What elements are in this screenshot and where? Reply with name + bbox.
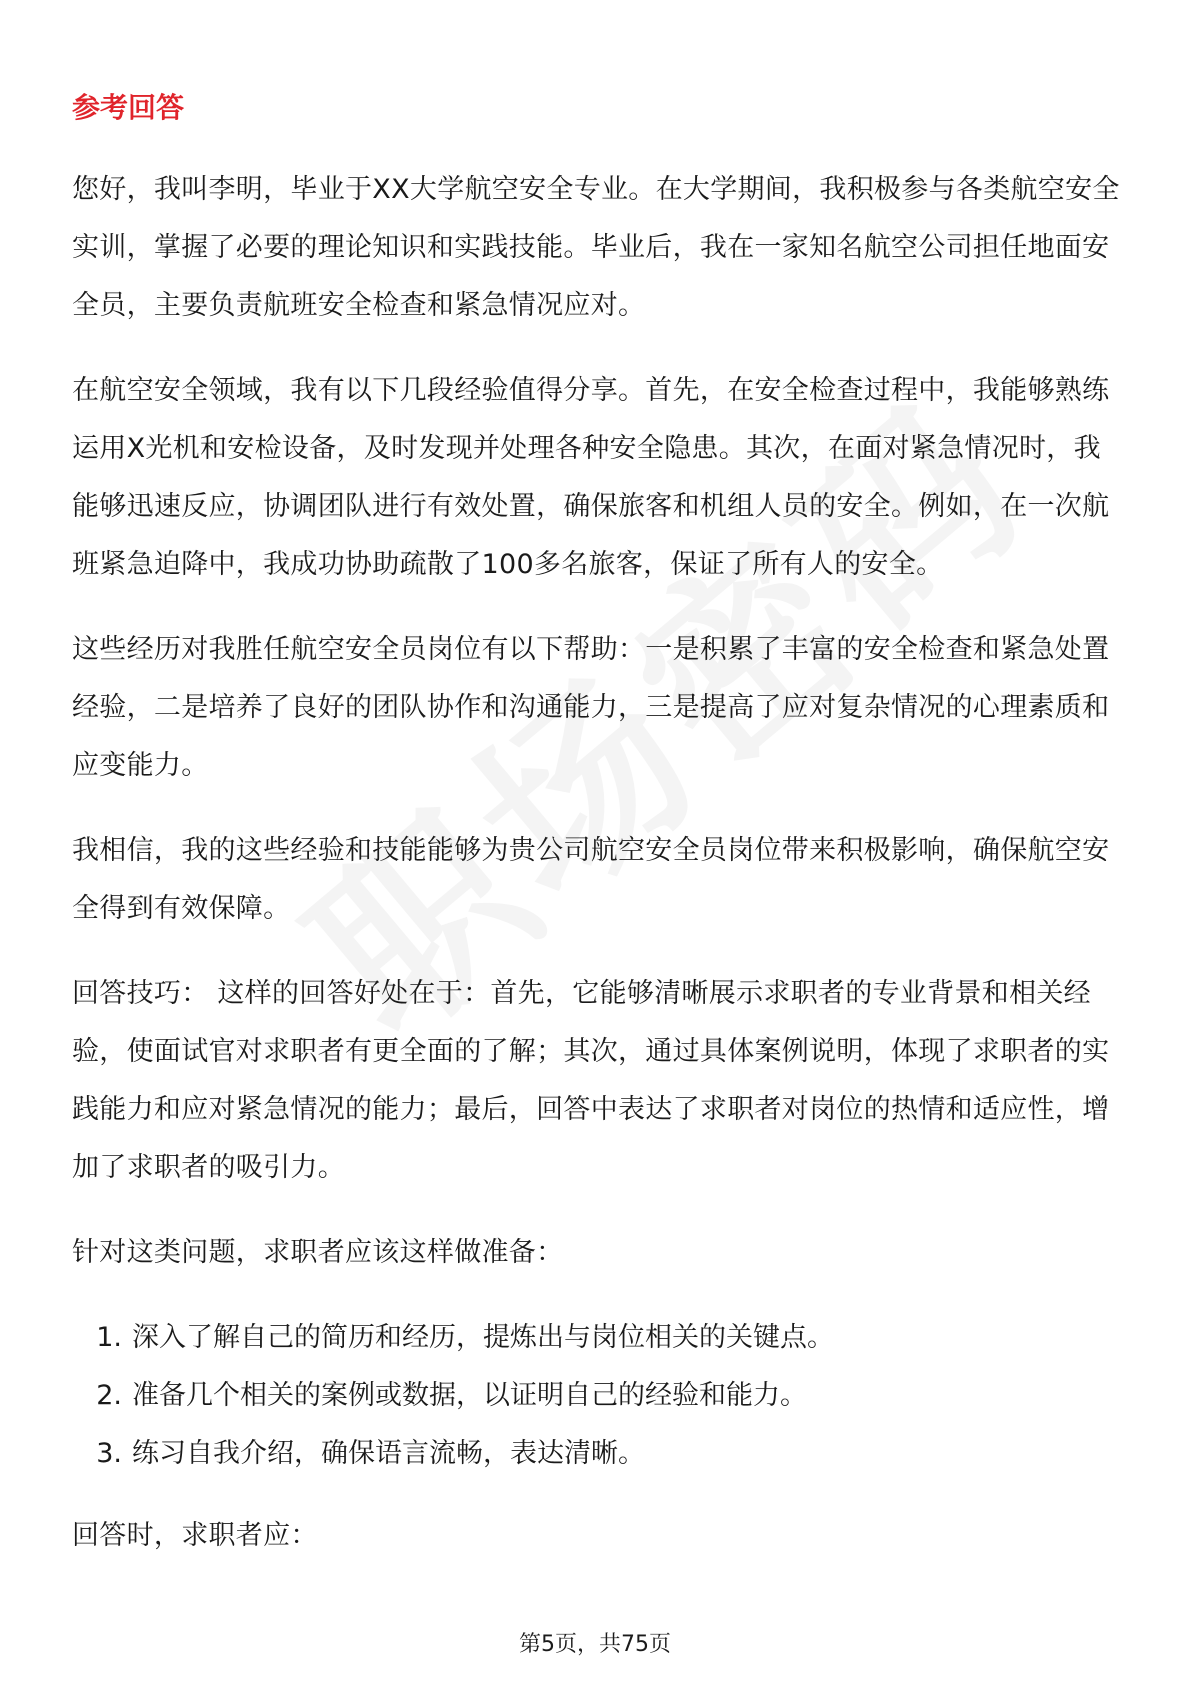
- paragraph-tips: 回答技巧： 这样的回答好处在于：首先，它能够清晰展示求职者的专业背景和相关经验，使面试官对求职者有更全面的了解；其次，通过具体案例说明，体现了求职者的实践能力和应对紧急情况的能力；最后，回答中表达了求职者对岗位的热情和适应性，增加了求职者的吸引力。: [72, 978, 1110, 1183]
- document-body: [72, 88, 1122, 1592]
- paragraph-intro: 您好，我叫李明，毕业于XX大学航空安全专业。在大学期间，我积极参与各类航空安全实训，掌握了必要的理论知识和实践技能。毕业后，我在一家知名航空公司担任地面安全员，主要负责航班安全检查和紧急情况应对。: [72, 174, 1120, 321]
- list-item-text: 准备几个相关的案例或数据，以证明自己的经验和能力。: [132, 1380, 807, 1411]
- list-item-number: 2.: [96, 1380, 122, 1411]
- list-item: [72, 1367, 1122, 1425]
- preparation-list: [72, 1309, 1122, 1483]
- paragraph-closing: 回答时，求职者应：: [72, 1520, 318, 1551]
- list-item-text: 深入了解自己的简历和经历，提炼出与岗位相关的关键点。: [132, 1322, 834, 1353]
- list-item: [72, 1425, 1122, 1483]
- paragraph-benefits: 这些经历对我胜任航空安全员岗位有以下帮助：一是积累了丰富的安全检查和紧急处置经验，二是培养了良好的团队协作和沟通能力，三是提高了应对复杂情况的心理素质和应变能力。: [72, 634, 1110, 781]
- section-title: 参考回答: [72, 91, 185, 124]
- paragraph-conclusion: 我相信，我的这些经验和技能能够为贵公司航空安全员岗位带来积极影响，确保航空安全得到有效保障。: [72, 835, 1110, 924]
- page-footer: [0, 1630, 1190, 1660]
- paragraph-preparation-intro: 针对这类问题，求职者应该这样做准备：: [72, 1237, 564, 1268]
- paragraph-experience: 在航空安全领域，我有以下几段经验值得分享。首先，在安全检查过程中，我能够熟练运用X光机和安检设备，及时发现并处理各种安全隐患。其次，在面对紧急情况时，我能够迅速反应，协调团队进行有效处置，确保旅客和机组人员的安全。例如，在一次航班紧急迫降中，我成功协助疏散了100多名旅客，保证了所有人的安全。: [72, 375, 1110, 580]
- page-number-label: 第5页，共75页: [519, 1632, 671, 1657]
- list-item-number: 1.: [96, 1322, 122, 1353]
- list-item-number: 3.: [96, 1438, 122, 1469]
- list-item-text: 练习自我介绍，确保语言流畅，表达清晰。: [132, 1438, 645, 1469]
- list-item: [72, 1309, 1122, 1367]
